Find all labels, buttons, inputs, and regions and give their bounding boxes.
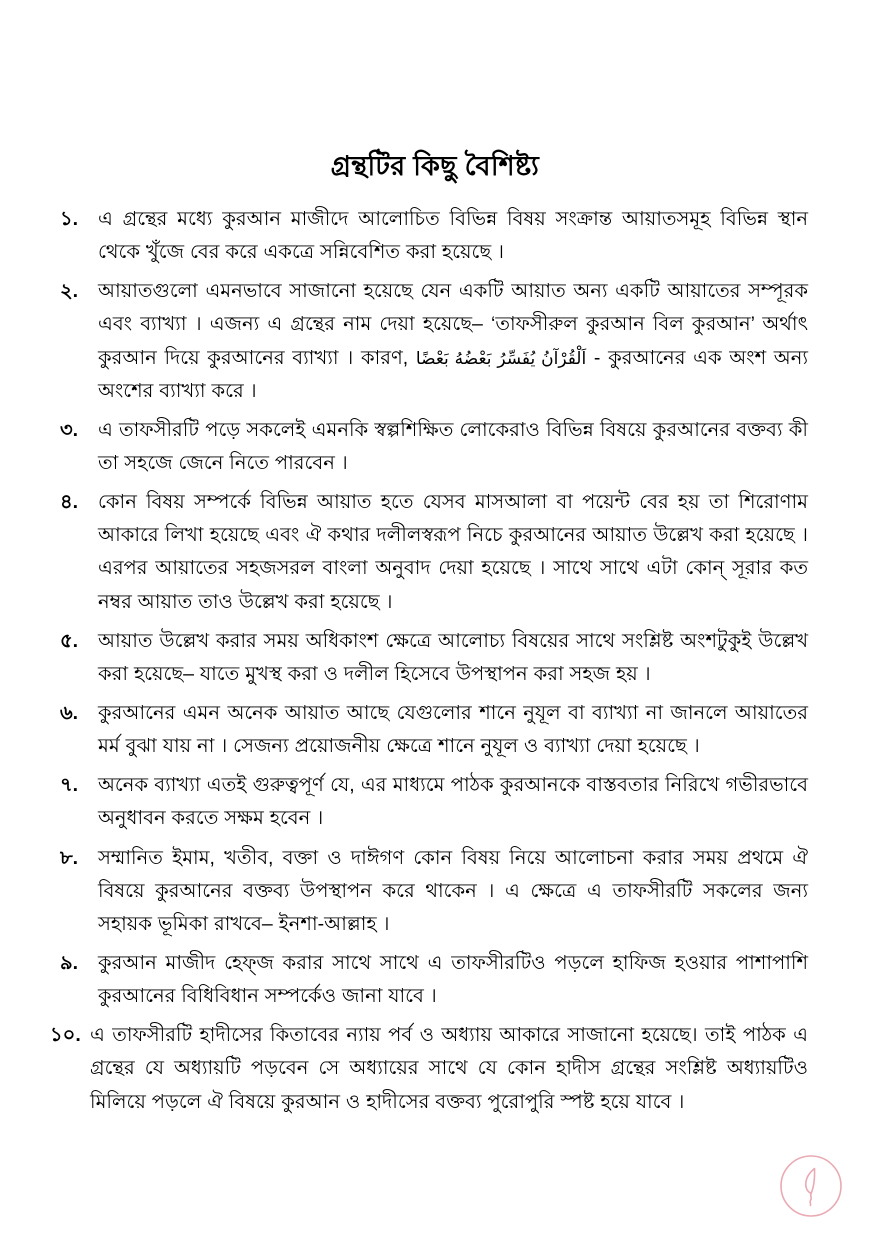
list-item-number: ৫. bbox=[60, 629, 79, 652]
list-item-text: এ গ্রন্থের মধ্যে কুরআন মাজীদে আলোচিত বিভিন্ন বিষয় সংক্রান্ত আয়াতসমূহ বিভিন্ন স্থান থেকে খুঁজে বের করে একত্রে সন্নিবেশিত করা হয়েছে । bbox=[98, 208, 808, 264]
list-item bbox=[60, 842, 808, 941]
list-item-number: ৪. bbox=[60, 491, 79, 514]
list-item bbox=[60, 275, 808, 408]
list-item bbox=[60, 414, 808, 480]
list-item-number: ৩. bbox=[60, 418, 79, 441]
list-item bbox=[60, 697, 808, 763]
list-item-text-before-arabic: আয়াতগুলো এমনভাবে সাজানো হয়েছে যেন একটি আয়াত অন্য একটি আয়াতের সম্পূরক এবং ব্যাখ্যা । এজন্য এ গ্রন্থের নাম দেয়া হয়েছে– ‘তাফসীরুল কুরআন বিল কুরআন’ অর্থাৎ কুরআন দিয়ে কুরআনের ব্যাখ্যা । কারণ, bbox=[98, 280, 808, 369]
list-item bbox=[50, 1019, 808, 1118]
list-item-text: কুরআন মাজীদ হেফ্জ করার সাথে সাথে এ তাফসীরটিও পড়লে হাফিজ হওয়ার পাশাপাশি কুরআনের বিধিবিধান সম্পর্কেও জানা যাবে । bbox=[98, 951, 808, 1008]
list-item bbox=[60, 486, 808, 619]
list-item-number: ৭. bbox=[60, 774, 79, 797]
list-item-text bbox=[98, 275, 808, 408]
list-item-text: কোন বিষয় সম্পর্কে বিভিন্ন আয়াত হতে যেসব মাসআলা বা পয়েন্ট বের হয় তা শিরোণাম আকারে লিখা হয়েছে এবং ঐ কথার দলীলস্বরূপ নিচে কুরআনের আয়াত উল্লেখ করা হয়েছে । এরপর আয়াতের সহজসরল বাংলা অনুবাদ দেয়া হয়েছে । সাথে সাথে এটা কোন্ সূরার কত নম্বর আয়াত তাও উল্লেখ করা হয়েছে । bbox=[98, 491, 808, 613]
list-item-number: ১. bbox=[60, 208, 79, 230]
list-item bbox=[60, 769, 808, 835]
list-item-number: ৯. bbox=[60, 951, 79, 974]
list-item-text: কুরআনের এমন অনেক আয়াত আছে যেগুলোর শানে নুযূল বা ব্যাখ্যা না জানলে আয়াতের মর্ম বুঝা যায় না । সেজন্য প্রয়োজনীয় ক্ষেত্রে শানে নুযূল ও ব্যাখ্যা দেয়া হয়েছে । bbox=[98, 701, 808, 758]
list-item-text: এ তাফসীরটি হাদীসের কিতাবের ন্যায় পর্ব ও অধ্যায় আকারে সাজানো হয়েছে। তাই পাঠক এ গ্রন্থের যে অধ্যায়টি পড়বেন সে অধ্যায়ের সাথে যে কোন হাদীস গ্রন্থের সংশ্লিষ্ট অধ্যায়টিও মিলিয়ে পড়লে ঐ বিষয়ে কুরআন ও হাদীসের বক্তব্য পুরোপুরি স্পষ্ট হয়ে যাবে । bbox=[90, 1024, 808, 1113]
list-item-text: অনেক ব্যাখ্যা এতই গুরুত্বপূর্ণ যে, এর মাধ্যমে পাঠক কুরআনকে বাস্তবতার নিরিখে গভীরভাবে অনুধাবন করতে সক্ষম হবেন । bbox=[98, 774, 808, 830]
list-item-number: ২. bbox=[60, 280, 79, 303]
list-item-number: ৬. bbox=[60, 701, 79, 724]
arabic-quotation: اَلْقُرْآنُ يُفَسِّرُ بَعْضُهُ بَعْضًا bbox=[415, 348, 587, 369]
list-item bbox=[60, 947, 808, 1013]
list-item-number: ১০. bbox=[50, 1024, 81, 1047]
page-title: গ্রন্থটির কিছু বৈশিষ্ট্য bbox=[330, 151, 540, 182]
list-item-text-after-arabic: - কুরআনের এক অংশ অন্য অংশের ব্যাখ্যা করে । bbox=[98, 346, 808, 402]
list-item bbox=[60, 203, 808, 269]
list-item-text: এ তাফসীরটি পড়ে সকলেই এমনকি স্বল্পশিক্ষিত লোকেরাও বিভিন্ন বিষয়ে কুরআনের বক্তব্য কী তা সহজে জেনে নিতে পারবেন । bbox=[98, 418, 808, 474]
list-item-text: আয়াত উল্লেখ করার সময় অধিকাংশ ক্ষেত্রে আলোচ্য বিষয়ের সাথে সংশ্লিষ্ট অংশটুকুই উল্লেখ করা হয়েছে– যাতে মুখস্থ করা ও দলীল হিসেবে উপস্থাপন করা সহজ হয় । bbox=[98, 629, 808, 685]
quill-feather-circle-logo-icon bbox=[778, 1153, 844, 1219]
list-item-text: সম্মানিত ইমাম, খতীব, বক্তা ও দাঈগণ কোন বিষয় নিয়ে আলোচনা করার সময় প্রথমে ঐ বিষয়ে কুরআনের বক্তব্য উপস্থাপন করে থাকেন । এ ক্ষেত্রে এ তাফসীরটি সকলের জন্য সহায়ক ভূমিকা রাখবে– ইনশা-আল্লাহ । bbox=[98, 846, 808, 935]
publisher-watermark bbox=[778, 1153, 844, 1219]
list-item bbox=[60, 625, 808, 691]
list-item-number: ৮. bbox=[60, 846, 79, 869]
features-list bbox=[50, 203, 808, 1125]
